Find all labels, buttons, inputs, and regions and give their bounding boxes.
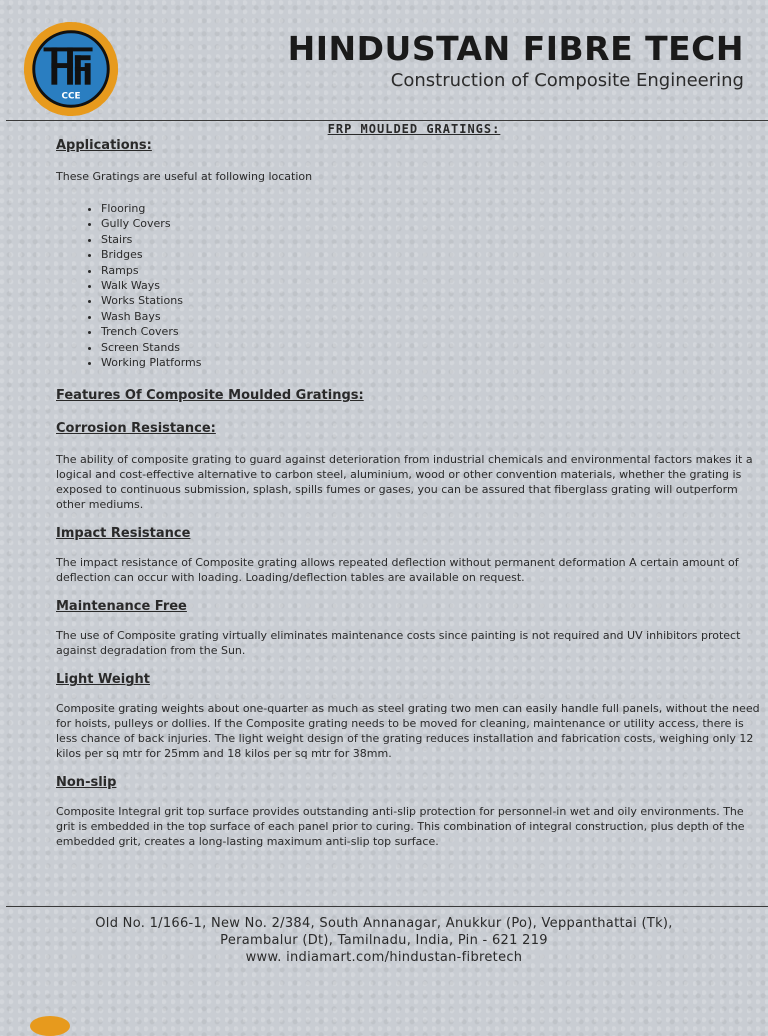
section-heading: Non-slip xyxy=(56,775,117,791)
list-item: • Working Platforms xyxy=(101,355,764,370)
applications-intro: These Gratings are useful at following location xyxy=(56,170,313,183)
section-body: The ability of composite grating to guard against deterioration from industrial chemicals and environmental factors makes it a logical and cost-effective alternative to carbon steel, aluminium, wood or other convention materials, whether the grating is exposed to continuous submission, splash, spills fumes or gases, you can be assured that fiberglass grating will outperform other mediums. xyxy=(56,453,753,512)
section-body: The impact resistance of Composite grating allows repeated deflection without permanent deformation A certain amount of deflection can occur with loading. Loading/deflection tables are available on request. xyxy=(56,556,739,585)
section-body: Composite grating weights about one-quarter as much as steel grating two men can easily handle full panels, without the need for hoists, pulleys or dollies. If the Composite grating needs to be moved for cleaning, maintenance or utility access, there is less chance of back injuries. The light weight design of the grating reduces installation and fabrication costs, weighing only 12 kilos per sq mtr for 25mm and 18 kilos per sq mtr for 38mm. xyxy=(56,702,760,761)
list-item: • Trench Covers xyxy=(101,324,764,339)
corner-decoration xyxy=(30,1016,70,1036)
section-body: Composite Integral grit top surface provides outstanding anti-slip protection for personnel-in wet and oily environments. The grit is embedded in the top surface of each panel prior to curing. This combination of integral construction, plus depth of the embedded grit, creates a long-lasting maximum anti-slip top surface. xyxy=(56,805,745,849)
list-item: • Screen Stands xyxy=(101,340,764,355)
website-link[interactable]: www. indiamart.com/hindustan-fibretech xyxy=(245,950,523,965)
section-heading: Light Weight xyxy=(56,672,150,688)
section-body: The use of Composite grating virtually eliminates maintenance costs since painting is not required and UV inhibitors protect against degradation from the Sun. xyxy=(56,629,741,658)
company-name: HINDUSTAN FIBRE TECH xyxy=(287,29,744,68)
list-item: • Wash Bays xyxy=(101,309,764,324)
company-header xyxy=(288,30,744,91)
document-title: FRP MOULDED GRATINGS: xyxy=(327,122,501,136)
footer-divider xyxy=(6,906,768,907)
list-item: • Stairs xyxy=(101,232,764,247)
company-tagline: Construction of Composite Engineering xyxy=(390,70,744,91)
document-body xyxy=(56,138,764,849)
section-heading: Maintenance Free xyxy=(56,599,187,615)
list-item: • Flooring xyxy=(101,201,764,216)
address-line-1: Old No. 1/166-1, New No. 2/384, South Annanagar, Anukkur (Po), Veppanthattai (Tk), xyxy=(95,916,673,931)
list-item: • Bridges xyxy=(101,247,764,262)
section-heading: Impact Resistance xyxy=(56,526,191,542)
list-item: • Walk Ways xyxy=(101,278,764,293)
header-divider xyxy=(6,120,768,121)
applications-heading: Applications: xyxy=(56,138,152,153)
logo-text: CCE xyxy=(61,91,81,102)
applications-list xyxy=(56,201,764,370)
footer-address xyxy=(0,915,768,966)
address-line-2: Perambalur (Dt), Tamilnadu, India, Pin - 621 219 xyxy=(220,933,548,948)
list-item: • Gully Covers xyxy=(101,216,764,231)
company-logo xyxy=(22,20,120,118)
features-heading: Features Of Composite Moulded Gratings: xyxy=(56,388,364,404)
section-heading: Corrosion Resistance: xyxy=(56,421,216,437)
list-item: • Ramps xyxy=(101,263,764,278)
list-item: • Works Stations xyxy=(101,293,764,308)
